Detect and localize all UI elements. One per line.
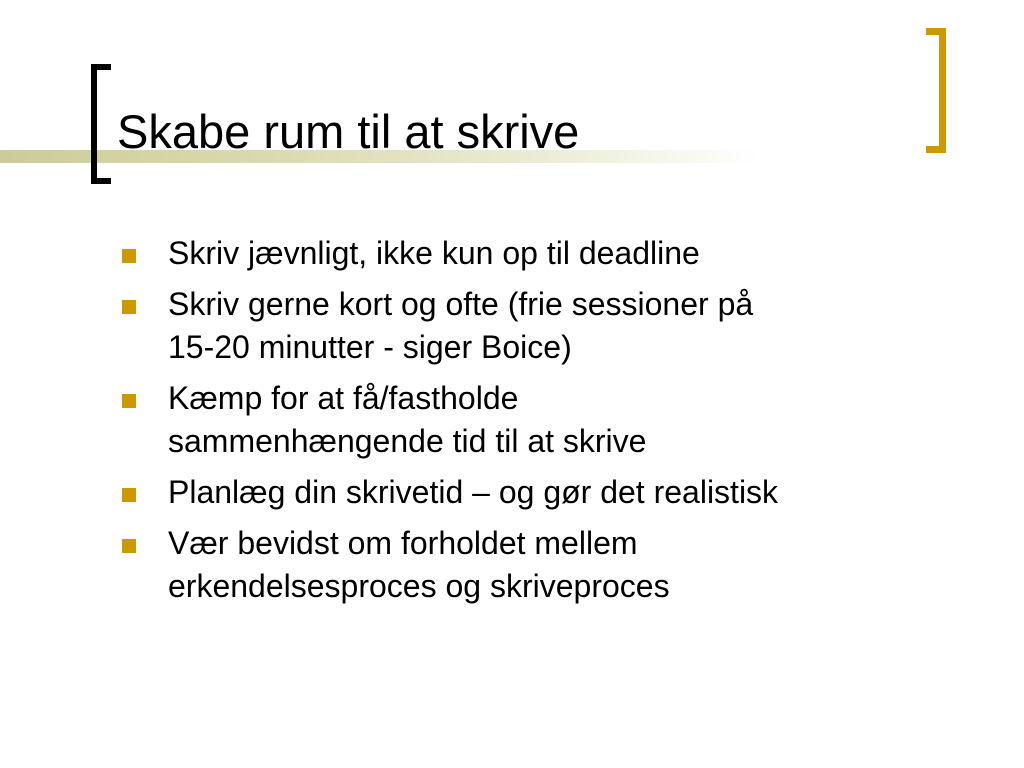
bullet-text-line: Planlæg din skrivetid – og gør det realistisk <box>168 474 779 510</box>
bullet-item <box>118 522 978 608</box>
square-bullet-icon <box>122 394 136 408</box>
square-bullet-icon <box>122 300 136 314</box>
bullet-item <box>118 232 978 275</box>
bullet-text-line: Kæmp for at få/fastholde <box>168 380 519 416</box>
right-bracket-icon <box>926 28 946 153</box>
bullet-text-line: 15-20 minutter - siger Boice) <box>168 329 572 365</box>
left-bracket-icon <box>91 64 111 184</box>
bullet-text-line: Vær bevidst om forholdet mellem <box>168 525 638 561</box>
bullet-text-line: sammenhængende tid til at skrive <box>168 423 647 459</box>
bullet-list <box>118 232 978 616</box>
bullet-text-line: Skriv gerne kort og ofte (frie sessioner på <box>168 286 754 322</box>
square-bullet-icon <box>122 249 136 263</box>
bullet-item <box>118 377 978 463</box>
square-bullet-icon <box>122 539 136 553</box>
bullet-text-line: erkendelsesproces og skriveproces <box>168 568 670 604</box>
bullet-item <box>118 283 978 369</box>
bullet-text-line: Skriv jævnligt, ikke kun op til deadline <box>168 235 700 271</box>
square-bullet-icon <box>122 488 136 502</box>
bullet-item <box>118 471 978 514</box>
slide-title: Skabe rum til at skrive <box>117 105 580 158</box>
